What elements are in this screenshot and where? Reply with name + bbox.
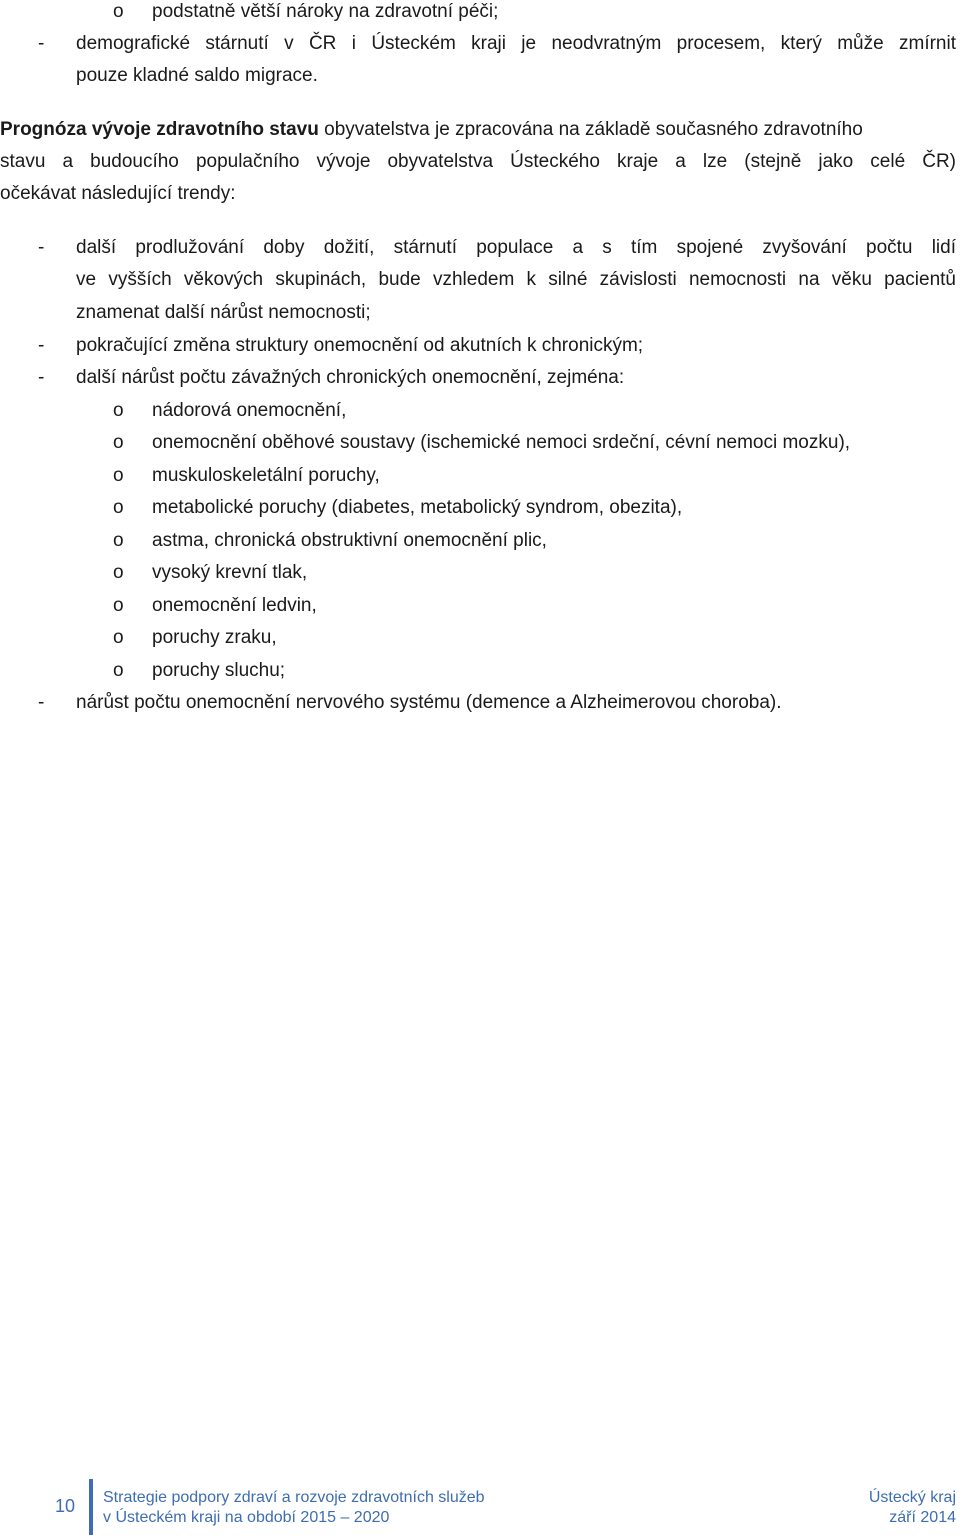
paragraph-line [0, 118, 956, 142]
sub-list-marker: o [113, 1, 124, 22]
paragraph-line-rest: obyvatelstva je zpracována na základě současného zdravotního [318, 119, 863, 140]
sub-list-marker: o [113, 627, 124, 648]
sub-list-marker: o [113, 595, 124, 616]
list-item-line: demografické stárnutí v ČR i Ústeckém kraji je neodvratným procesem, který může zmírnit [76, 33, 956, 54]
sub-list-item: astma, chronická obstruktivní onemocnění plic, [152, 530, 547, 551]
list-item-line: ve vyšších věkových skupinách, bude vzhledem k silné závislosti nemocnosti na věku pacientů [76, 269, 956, 290]
list-item-line: znamenat další nárůst nemocnosti; [76, 302, 371, 323]
sub-list-marker: o [113, 660, 124, 681]
paragraph-bold-lead: Prognóza vývoje zdravotního stavu [0, 119, 319, 140]
sub-list-item: nádorová onemocnění, [152, 400, 347, 421]
footer-date: září 2014 [889, 1509, 956, 1526]
list-marker: - [38, 367, 45, 388]
sub-list-item: muskuloskeletální poruchy, [152, 465, 380, 486]
sub-list-marker: o [113, 465, 124, 486]
sub-list-item: onemocnění oběhové soustavy (ischemické nemoci srdeční, cévní nemoci mozku), [152, 432, 851, 453]
sub-list-item: vysoký krevní tlak, [152, 562, 308, 583]
sub-list-item: metabolické poruchy (diabetes, metabolický syndrom, obezita), [152, 497, 683, 518]
list-marker: - [38, 237, 45, 258]
list-item: pokračující změna struktury onemocnění od akutních k chronickým; [76, 335, 644, 356]
footer-title-line: v Ústeckém kraji na období 2015 – 2020 [103, 1509, 390, 1526]
list-item: nárůst počtu onemocnění nervového systému (demence a Alzheimerovou choroba). [76, 692, 782, 713]
page-number: 10 [55, 1496, 76, 1516]
list-marker: - [38, 335, 45, 356]
sub-list-item: onemocnění ledvin, [152, 595, 317, 616]
sub-list-marker: o [113, 562, 124, 583]
footer-region: Ústecký kraj [868, 1489, 956, 1506]
sub-list-item: poruchy zraku, [152, 627, 277, 648]
list-marker: - [38, 692, 45, 713]
paragraph-line: očekávat následující trendy: [0, 183, 236, 204]
paragraph-line: stavu a budoucího populačního vývoje obyvatelstva Ústeckého kraje a lze (stejně jako celé ČR) [0, 151, 956, 172]
list-item-line: pouze kladné saldo migrace. [76, 65, 318, 86]
list-item-line: další prodlužování doby dožití, stárnutí populace a s tím spojené zvyšování počtu lidí [76, 237, 956, 258]
sub-list-marker: o [113, 432, 124, 453]
footer-title-line: Strategie podpory zdraví a rozvoje zdravotních služeb [103, 1489, 485, 1506]
list-item: další nárůst počtu závažných chronických onemocnění, zejména: [76, 367, 625, 388]
sub-list-item: podstatně větší nároky na zdravotní péči; [152, 1, 499, 22]
sub-list-marker: o [113, 530, 124, 551]
list-marker: - [38, 33, 45, 54]
footer-divider [89, 1479, 93, 1535]
sub-list-item: poruchy sluchu; [152, 660, 286, 681]
sub-list-marker: o [113, 497, 124, 518]
sub-list-marker: o [113, 400, 124, 421]
